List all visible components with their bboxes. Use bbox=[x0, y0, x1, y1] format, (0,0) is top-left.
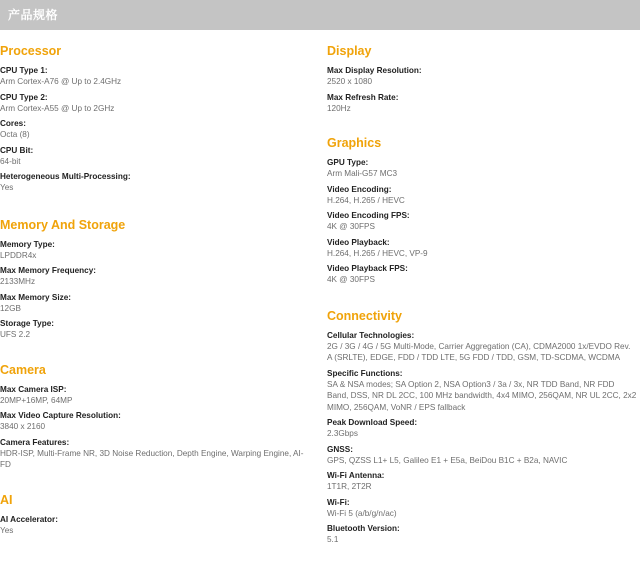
spec-label: Cores: bbox=[0, 119, 26, 128]
spec-value: Arm Cortex-A76 @ Up to 2.4GHz bbox=[0, 77, 122, 86]
spec-item bbox=[0, 292, 310, 315]
spec-value: H.264, H.265 / HEVC, VP-9 bbox=[327, 248, 428, 258]
spec-value: 12GB bbox=[0, 303, 21, 313]
spec-item bbox=[327, 184, 637, 207]
page-title: 产品规格 bbox=[8, 8, 59, 22]
spec-label: GPU Type: bbox=[327, 158, 369, 167]
spec-value: Arm Mali-G57 MC3 bbox=[327, 169, 398, 178]
spec-label: Specific Functions: bbox=[327, 368, 403, 378]
spec-label: Peak Download Speed: bbox=[327, 418, 418, 427]
spec-value: 4K @ 30FPS bbox=[327, 275, 375, 284]
spec-label: CPU Bit: bbox=[0, 145, 34, 155]
left-column bbox=[0, 30, 310, 540]
section-title: Memory And Storage bbox=[0, 217, 126, 232]
spec-label: Wi-Fi Antenna: bbox=[327, 471, 385, 480]
spec-value: 64-bit bbox=[0, 156, 21, 166]
spec-item bbox=[327, 368, 637, 414]
spec-label: Heterogeneous Multi-Processing: bbox=[0, 172, 131, 181]
spec-value: 120Hz bbox=[327, 103, 351, 113]
section-title: Processor bbox=[0, 44, 62, 58]
spec-value: Yes bbox=[0, 183, 14, 192]
spec-label: Storage Type: bbox=[0, 319, 54, 328]
spec-item bbox=[0, 318, 310, 341]
spec-item bbox=[0, 410, 310, 433]
spec-value: UFS 2.2 bbox=[0, 330, 31, 339]
section-title: AI bbox=[0, 492, 13, 507]
spec-label: Cellular Technologies: bbox=[327, 330, 415, 340]
spec-item bbox=[0, 265, 310, 288]
right-column bbox=[327, 30, 637, 550]
spec-item bbox=[0, 437, 310, 471]
spec-item bbox=[327, 157, 637, 180]
spec-value: LPDDR4x bbox=[0, 250, 37, 260]
spec-label: Bluetooth Version: bbox=[327, 524, 400, 533]
spec-item bbox=[327, 417, 637, 440]
spec-label: Camera Features: bbox=[0, 437, 70, 447]
section-display bbox=[327, 44, 637, 114]
spec-label: Video Encoding: bbox=[327, 184, 392, 194]
spec-item bbox=[327, 470, 637, 493]
spec-label: Max Video Capture Resolution: bbox=[0, 411, 121, 420]
spec-item bbox=[327, 263, 637, 286]
section-memory-and-storage bbox=[0, 218, 310, 341]
spec-label: CPU Type 2: bbox=[0, 92, 48, 102]
spec-item bbox=[327, 444, 637, 467]
spec-value: 1T1R, 2T2R bbox=[327, 482, 372, 491]
spec-value: Octa (8) bbox=[0, 130, 30, 139]
spec-value: H.264, H.265 / HEVC bbox=[327, 195, 405, 205]
section-camera bbox=[0, 363, 310, 471]
spec-item bbox=[0, 145, 310, 168]
spec-value: SA & NSA modes; SA Option 2, NSA Option3 / 3a / 3x, NR TDD Band, NR FDD Band, DSS, NR DL 2CC, 100 MHz bandwidth, 4x4 MIMO, 256QAM, NR UL 2CC, 2x2 MIMO, 256QAM, VoNR / EPS fallback bbox=[327, 379, 637, 412]
spec-label: Wi-Fi: bbox=[327, 497, 350, 507]
spec-label: Video Playback: bbox=[327, 237, 390, 247]
section-title: Connectivity bbox=[327, 308, 403, 323]
spec-label: Max Display Resolution: bbox=[327, 66, 422, 75]
spec-item bbox=[327, 210, 637, 233]
section-title: Camera bbox=[0, 362, 46, 377]
spec-label: Max Refresh Rate: bbox=[327, 92, 399, 102]
spec-item bbox=[0, 65, 310, 88]
spec-label: Memory Type: bbox=[0, 239, 55, 249]
spec-label: Max Memory Size: bbox=[0, 292, 71, 302]
page-header bbox=[0, 0, 640, 30]
spec-item bbox=[0, 171, 310, 194]
spec-item bbox=[0, 384, 310, 407]
spec-value: 2520 x 1080 bbox=[327, 77, 373, 86]
spec-value: 2.3Gbps bbox=[327, 429, 358, 438]
section-title: Graphics bbox=[327, 136, 382, 150]
spec-value: Yes bbox=[0, 525, 14, 535]
section-ai bbox=[0, 493, 310, 537]
spec-label: AI Accelerator: bbox=[0, 514, 58, 524]
spec-label: CPU Type 1: bbox=[0, 66, 48, 75]
spec-item bbox=[327, 523, 637, 546]
spec-value: 3840 x 2160 bbox=[0, 422, 46, 431]
spec-value: 2133MHz bbox=[0, 277, 36, 286]
section-connectivity bbox=[327, 309, 637, 546]
spec-label: Max Memory Frequency: bbox=[0, 266, 97, 275]
spec-label: GNSS: bbox=[327, 444, 353, 454]
spec-value: Wi-Fi 5 (a/b/g/n/ac) bbox=[327, 508, 397, 518]
spec-value: 4K @ 30FPS bbox=[327, 222, 375, 231]
spec-item bbox=[327, 330, 637, 364]
spec-value: 2G / 3G / 4G / 5G Multi-Mode, Carrier Aggregation (CA), CDMA2000 1x/EVDO Rev. A (SRLTE), EDGE, FDD / TDD LTE, 5G FDD / TDD, GSM, TD-SCDMA, WCDMA bbox=[327, 341, 631, 362]
spec-value: GPS, QZSS L1+ L5, Galileo E1 + E5a, BeiDou B1C + B2a, NAVIC bbox=[327, 455, 568, 465]
spec-item bbox=[327, 92, 637, 115]
spec-value: HDR-ISP, Multi-Frame NR, 3D Noise Reduction, Depth Engine, Warping Engine, AI-FD bbox=[0, 448, 304, 469]
spec-value: 5.1 bbox=[327, 535, 339, 544]
spec-item bbox=[0, 92, 310, 115]
spec-label: Video Playback FPS: bbox=[327, 264, 408, 273]
spec-item bbox=[0, 514, 310, 537]
spec-item bbox=[327, 65, 637, 88]
spec-item bbox=[327, 497, 637, 520]
spec-item bbox=[0, 239, 310, 262]
section-graphics bbox=[327, 136, 637, 286]
spec-item bbox=[327, 237, 637, 260]
section-title: Display bbox=[327, 44, 372, 58]
spec-value: Arm Cortex-A55 @ Up to 2GHz bbox=[0, 103, 115, 113]
spec-item bbox=[0, 118, 310, 141]
spec-value: 20MP+16MP, 64MP bbox=[0, 395, 73, 405]
spec-label: Video Encoding FPS: bbox=[327, 211, 410, 220]
spec-label: Max Camera ISP: bbox=[0, 384, 67, 394]
section-processor bbox=[0, 44, 310, 194]
